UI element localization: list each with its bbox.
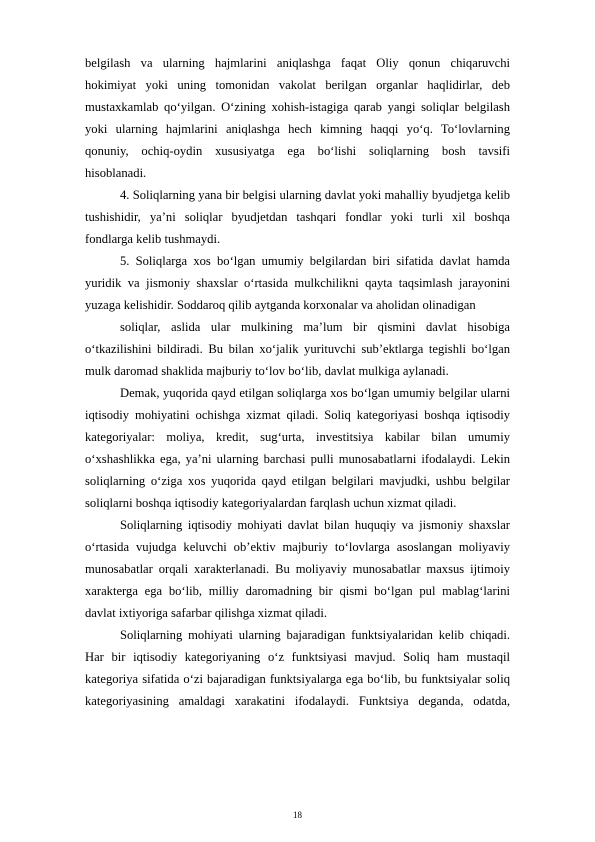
text-line: hisoblanadi.: [85, 166, 147, 180]
text-line: o‘rtasida vujudga keluvchi ob’ektiv majburiy to‘lovlarga asoslangan moliyaviy: [85, 540, 510, 554]
text-line: xarakterga ega bo‘lib, milliy daromadning bir qismi bo‘lgan pul mablag‘larini: [85, 584, 510, 598]
text-line: o‘tkazilishini bildiradi. Bu bilan xo‘jalik yurituvchi sub’ektlarga tegishli bo‘lgan: [85, 342, 510, 356]
text-line: Soliqlarning mohiyati ularning bajaradigan funktsiyalaridan kelib chiqadi.: [120, 628, 510, 642]
text-line: mustaxkamlab qo‘yilgan. O‘zining xohish-istagiga qarab yangi soliqlar belgilash: [85, 100, 510, 114]
text-line: Demak, yuqorida qayd etilgan soliqlarga xos bo‘lgan umumiy belgilar ularni: [120, 386, 510, 400]
text-line: Har bir iqtisodiy kategoriyaning o‘z funktsiyasi mavjud. Soliq ham mustaqil: [85, 650, 510, 664]
text-line: iqtisodiy mohiyatini ochishga xizmat qiladi. Soliq kategoriyasi boshqa iqtisodiy: [85, 408, 510, 422]
text-line: hokimiyat yoki uning tomonidan vakolat berilgan organlar haqlidirlar, deb: [85, 78, 510, 92]
text-line: yuridik va jismoniy shaxslar o‘rtasida mulkchilikni qayta taqsimlash jarayonini: [85, 276, 510, 290]
text-line: 4. Soliqlarning yana bir belgisi ularning davlat yoki mahalliy byudjetga kelib: [120, 188, 510, 202]
text-line: yoki ularning hajmlarini aniqlashga hech kimning haqqi yo‘q. To‘lovlarning: [85, 122, 510, 136]
text-line: mulk daromad shaklida majburiy to‘lov bo‘lib, davlat mulkiga aylanadi.: [85, 364, 449, 378]
text-line: Soliqlarning iqtisodiy mohiyati davlat bilan huquqiy va jismoniy shaxslar: [120, 518, 510, 532]
text-line: o‘xshashlikka ega, ya’ni ularning barchasi pulli munosabatlarni ifodalaydi. Lekin: [85, 452, 510, 466]
text-line: tushishidir, ya’ni soliqlar byudjetdan tashqari fondlar yoki turli xil boshqa: [85, 210, 510, 224]
page-number: 18: [293, 810, 302, 820]
body-text: [85, 52, 510, 712]
text-line: soliqlarni boshqa iqtisodiy kategoriyalardan farqlash uchun xizmat qiladi.: [85, 496, 457, 510]
text-line: kategoriyalar: moliya, kredit, sug‘urta, investitsiya kabilar bilan umumiy: [85, 430, 510, 444]
text-line: davlat ixtiyoriga safarbar qilishga xizmat qiladi.: [85, 606, 328, 620]
text-line: belgilash va ularning hajmlarini aniqlashga faqat Oliy qonun chiqaruvchi: [85, 56, 510, 70]
text-line: soliqlarning o‘ziga xos yuqorida qayd etilgan belgilari mavjudki, ushbu belgilar: [85, 474, 510, 488]
text-line: fondlarga kelib tushmaydi.: [85, 232, 221, 246]
text-line: munosabatlar orqali xarakterlanadi. Bu moliyaviy munosabatlar maxsus ijtimoiy: [85, 562, 510, 576]
text-line: qonuniy, ochiq-oydin xususiyatga ega bo‘lishi soliqlarning bosh tavsifi: [85, 144, 510, 158]
text-line: kategoriyasining amaldagi xarakatini ifodalaydi. Funktsiya deganda, odatda,: [85, 694, 510, 708]
text-line: kategoriya sifatida o‘zi bajaradigan funktsiyalarga ega bo‘lib, bu funktsiyalar soliq: [85, 672, 510, 686]
text-line: yuzaga kelishidir. Soddaroq qilib aytganda korxonalar va aholidan olinadigan: [85, 298, 476, 312]
text-line: 5. Soliqlarga xos bo‘lgan umumiy belgilardan biri sifatida davlat hamda: [120, 254, 510, 268]
text-line: soliqlar, aslida ular mulkining ma’lum bir qismini davlat hisobiga: [120, 320, 510, 334]
